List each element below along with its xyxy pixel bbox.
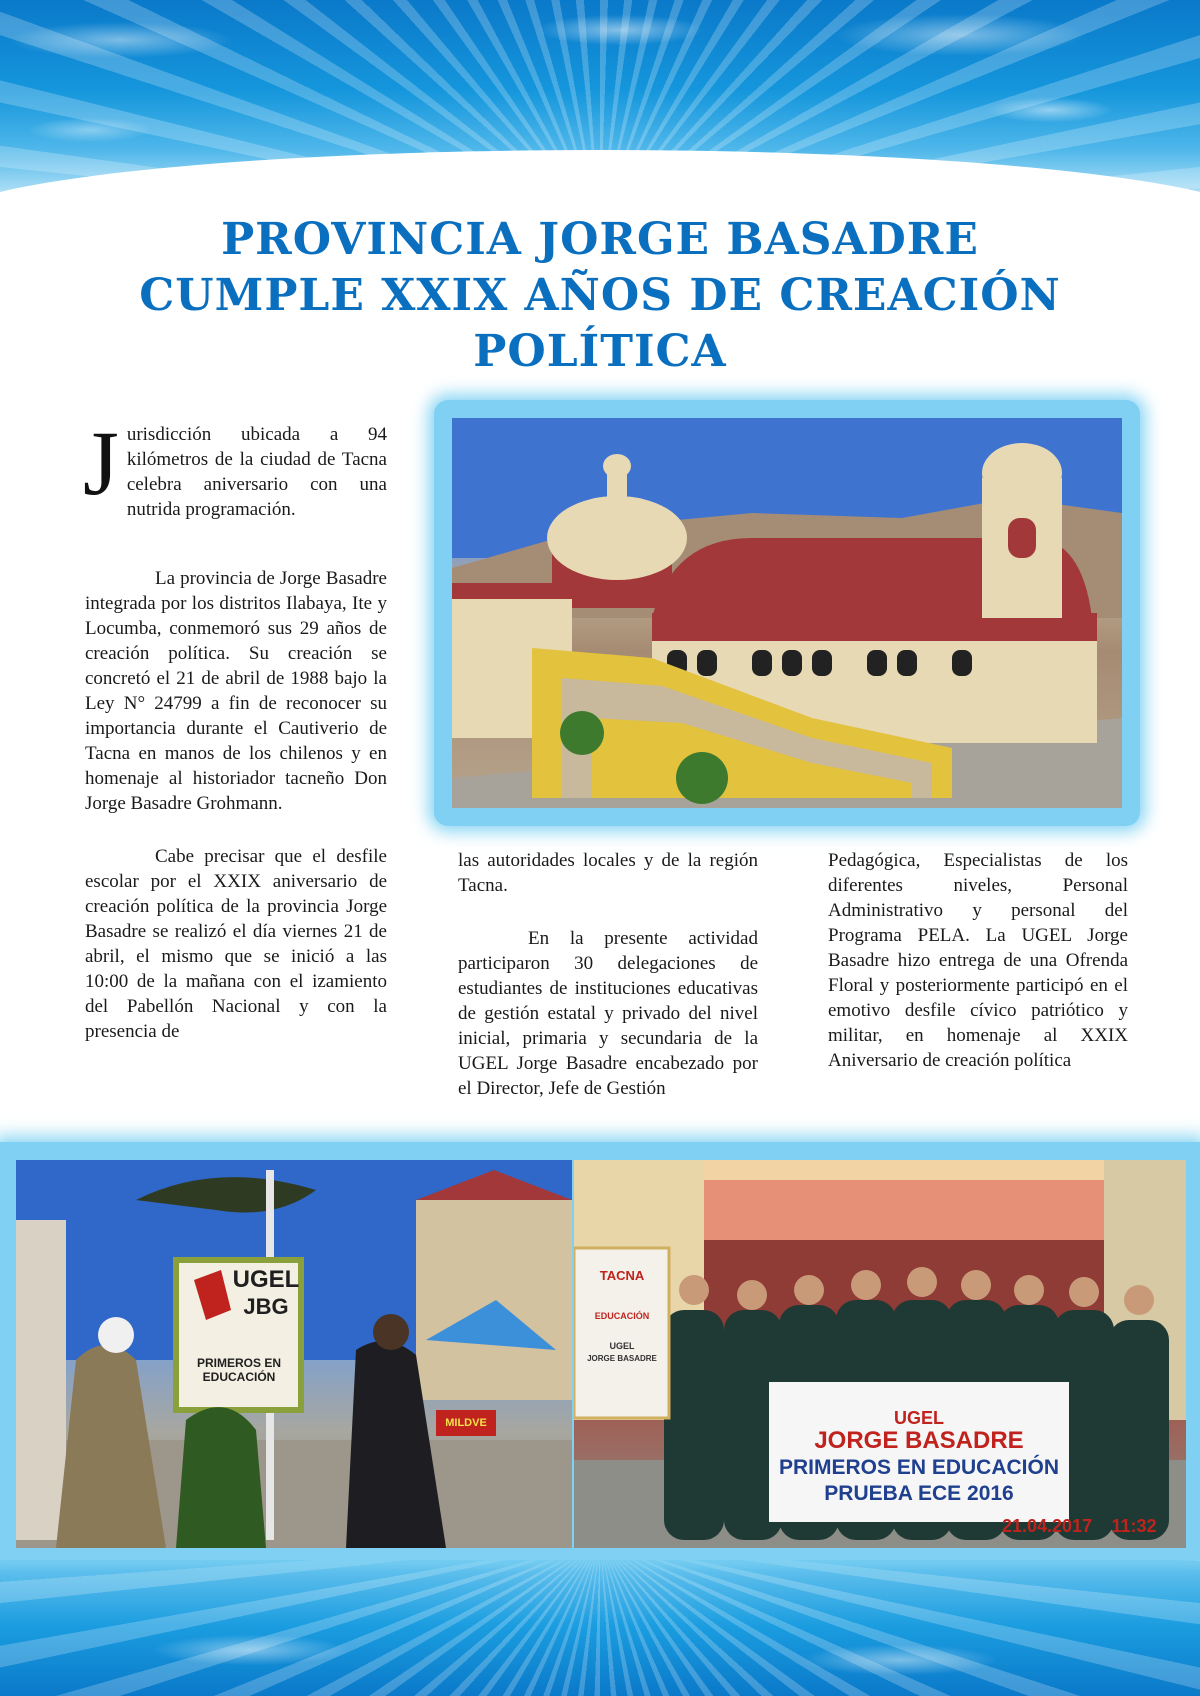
banner-jorge-basadre: JORGE BASADRE	[814, 1427, 1024, 1454]
parade-sign: MILDVE	[445, 1417, 487, 1429]
banner-ugel: UGEL	[893, 1408, 944, 1428]
banner-primeros: PRIMEROS EN EDUCACIÓN	[778, 1456, 1060, 1479]
bottom-decorative-band	[0, 1540, 1200, 1696]
paragraph-4: En la presente actividad participaron 30 delegaciones de estudiantes de instituciones educativas de gestión estatal y privado del nivel inicial, primaria y secundaria de la UGEL Jorge Basadre encabezado por el Director, Jefe de Gestión	[458, 928, 758, 1099]
text-column-1	[83, 412, 387, 1072]
banner-prueba-ece: PRUEBA ECE 2016	[824, 1482, 1014, 1505]
photo-date-stamp: 21.04.2017	[1001, 1516, 1093, 1536]
drop-cap: J	[83, 412, 119, 514]
paragraph-3: las autoridades locales y de la región Tacna.	[458, 850, 758, 896]
group-photo	[574, 1160, 1186, 1548]
flag-tacna: TACNA	[599, 1268, 645, 1283]
flag-ugel: UGEL	[609, 1341, 635, 1351]
church-photo	[452, 418, 1122, 808]
title-line-2: CUMPLE XXIX AÑOS DE CREACIÓN	[139, 270, 1061, 321]
parade-photo	[16, 1160, 572, 1548]
parade-illustration	[16, 1160, 572, 1548]
lead-paragraph	[83, 412, 387, 522]
paragraph-2: Cabe precisar que el desfile escolar por el XXIX aniversario de creación política de la provincia Jorge Basadre se realizó el día viernes 21 de abril, el mismo que se inició a las 10:00 de la mañana con el izamiento del Pabellón Nacional y con la presencia de	[85, 846, 387, 1042]
wreath-motto: PRIMEROS EN EDUCACIÓN	[196, 1356, 281, 1384]
bottom-photo-frame	[0, 1142, 1200, 1560]
church-illustration	[452, 418, 1122, 808]
text-column-2	[458, 848, 758, 1129]
wreath-jbg: JBG	[243, 1294, 289, 1319]
wreath-ugel: UGEL	[232, 1266, 300, 1293]
article-title	[60, 212, 1140, 380]
flag-jorge-basadre: JORGE BASADRE	[587, 1354, 657, 1363]
paragraph-5: Pedagógica, Especialistas de los diferentes niveles, Personal Administrativo y personal del Programa PELA. La UGEL Jorge Basadre hizo entrega de una Ofrenda Floral y posteriormente participó en el emotivo desfile cívico patriótico y militar, en homenaje al XXIX Aniversario de creación política	[828, 850, 1128, 1071]
photo-time-stamp: 11:32	[1111, 1516, 1157, 1536]
church-photo-frame	[434, 400, 1140, 826]
text-column-3	[828, 848, 1128, 1101]
title-line-3: POLÍTICA	[473, 326, 727, 377]
flag-education: EDUCACIÓN	[594, 1311, 650, 1321]
lead-text: urisdicción ubicada a 94 kilómetros de la ciudad de Tacna celebra aniversario con una nutrida programación.	[126, 424, 387, 520]
paragraph-1: La provincia de Jorge Basadre integrada por los distritos Ilabaya, Ite y Locumba, conmemoró sus 29 años de creación política. Su creación se concretó el 21 de abril de 1988 bajo la Ley N° 24799 a fin de reconocer su importancia durante el Cautiverio de Tacna en manos de los chilenos y en homenaje al historiador tacneño Don Jorge Basadre Grohmann.	[85, 568, 387, 814]
title-line-1: PROVINCIA JORGE BASADRE	[221, 214, 979, 265]
